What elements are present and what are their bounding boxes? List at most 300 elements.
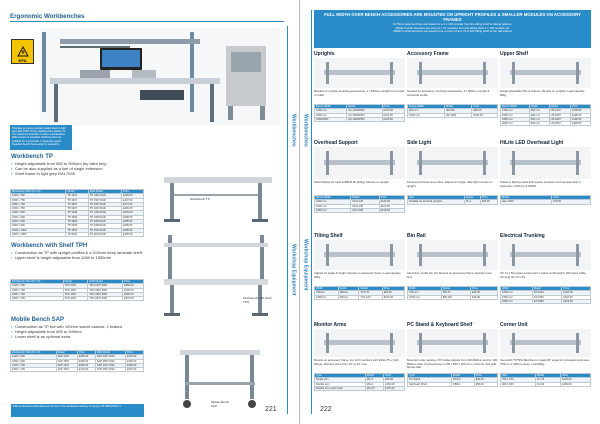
sap-price-table <box>10 350 144 372</box>
product-corner-unit <box>500 322 591 406</box>
product-description: Steel bracket for tools & 888-B-30 (40kg). Mounts on upright. <box>314 180 390 184</box>
table-cell: TP 1807 ESD <box>88 202 121 206</box>
product-title: Monitor Arms <box>314 322 347 328</box>
footer-note-text: ESD protected workbenches are for use in the workplace industry & comply with BS61340-5-1 <box>13 405 121 408</box>
table-cell: £35.00 <box>480 200 497 204</box>
table-header-cell: Price <box>123 280 144 284</box>
table-cell: £115.00 <box>382 113 404 117</box>
table-header-cell: Model <box>464 196 480 200</box>
table-cell: £295.00 <box>77 355 95 359</box>
table-cell: 300 mm <box>529 113 549 117</box>
table-cell: 1200 mm <box>315 200 351 204</box>
table-cell: TP 1509 ESD <box>88 215 121 219</box>
table-row <box>315 386 405 390</box>
product-description: Adjusts for angle & height. Mounts on accessory frame. Load capacity 20kg. <box>314 271 401 279</box>
table-header-cell: Price <box>122 190 144 194</box>
product-tilting-shelf <box>314 233 405 319</box>
product-title: Side Light <box>407 140 432 146</box>
table-cell: £125.00 <box>382 117 404 121</box>
table-cell: £64.00 <box>382 291 404 295</box>
tp-table <box>10 189 144 237</box>
table-header-cell: Price <box>561 374 591 378</box>
esd-hand-icon <box>16 46 30 57</box>
table-row <box>315 295 405 299</box>
table-cell: 1500 mm <box>501 113 530 117</box>
product-image <box>314 58 405 88</box>
table-header-cell: Price <box>382 287 404 291</box>
table-cell: £100.00 <box>382 295 404 299</box>
left-tab-workbenches[interactable] <box>288 100 299 160</box>
product-title: Accessory Frame <box>407 51 449 57</box>
table-header-cell: Price <box>474 374 497 378</box>
product-title: Electrical Trunking <box>500 233 545 239</box>
table-cell: £237.00 <box>122 198 144 202</box>
table-cell: BR-100 <box>442 295 471 299</box>
table-header-cell: Model <box>501 196 552 200</box>
table-cell: ET-1200 <box>532 291 562 295</box>
left-tab-workbenches-label: Workbenches <box>290 113 297 147</box>
table-header-cell: Model <box>365 374 383 378</box>
product-description: UK 13 1 5G power socket with 1 mains on/off switch. 3M mains cable. UK plug UK 13 1 5G. <box>500 271 587 279</box>
table-cell: TPH 1807 <box>63 292 88 296</box>
table-cell: TP 1510 <box>66 228 89 232</box>
table-cell: £274.00 <box>122 202 144 206</box>
table-cell: £125.00 <box>472 113 498 117</box>
table-row <box>501 382 591 386</box>
table-cell: TP 1507 ESD <box>88 198 121 202</box>
table-cell: £305.00 <box>122 232 144 236</box>
left-tab-workshop-equipment-label: Workshop Equipment <box>290 244 297 296</box>
table-cell: 2000 x 750 <box>11 297 64 301</box>
table-cell: AR-1000 <box>444 113 471 117</box>
left-page-number: 221 <box>265 406 277 413</box>
tph-image-caption: Workbench with shelf TPH <box>243 296 272 304</box>
table-header-cell: Model <box>66 190 89 194</box>
product-description: Suited to lighting tasks that require precision such as assembly or inspection. 1000 lux & 6000K. <box>500 180 582 188</box>
table-cell: 1500 mm <box>315 204 351 208</box>
table-cell: 1000 mm <box>408 295 442 299</box>
section-title: Ergonomic Workbenches <box>10 13 85 20</box>
table-cell: TLS-100 <box>359 295 382 299</box>
table-cell: £315.00 <box>125 355 143 359</box>
product-image <box>500 329 591 357</box>
table-cell: SAP 1507 ESD <box>95 359 125 363</box>
esd-badge <box>11 39 34 64</box>
table-row <box>408 113 498 117</box>
bullet-item: • Shelf frame in light grey RAL7035 <box>11 171 151 176</box>
table-header-cell: Depth <box>338 287 359 291</box>
sap-title: Mobile Bench SAP <box>11 317 65 323</box>
table-cell: 1200 x 900 <box>11 211 66 215</box>
table-cell: £26.00 <box>471 295 498 299</box>
table-cell: HLL-1000 <box>501 200 552 204</box>
table-cell: US-1207 <box>549 109 570 113</box>
table-cell: SAP 1207 ESD <box>95 355 125 359</box>
right-edge-line <box>311 10 312 414</box>
table-cell: 1800 x 750 <box>11 202 66 206</box>
product-price-table <box>407 195 498 205</box>
table-header-cell: Model <box>535 374 560 378</box>
table-cell: 1800 mm <box>501 299 533 303</box>
product-title: Bin Rail <box>407 233 426 239</box>
table-cell: £670.00 <box>123 297 144 301</box>
table-cell: £296.00 <box>122 224 144 228</box>
table-cell: £253.00 <box>122 211 144 215</box>
table-cell: 1500 x 750 <box>11 198 66 202</box>
table-header-cell: Price <box>382 105 404 109</box>
table-cell: TPH 1807 ESD <box>88 292 123 296</box>
table-cell: £145.00 <box>561 378 591 382</box>
table-row <box>11 232 144 236</box>
table-cell: SL-1 <box>464 200 480 204</box>
table-row <box>11 297 144 301</box>
tp-image-caption: Workbench TP <box>190 197 210 201</box>
tp-bullets <box>11 161 151 176</box>
product-description: Mounts on accessory frame. For LCD monitors with VESA 75 or 100 fittings. Monitors sizes from 15" to 24" max. <box>314 358 399 366</box>
table-cell: 1200 mm <box>501 291 533 295</box>
table-cell: TPH 2007 <box>63 297 88 301</box>
table-cell: £70.00 <box>552 200 591 204</box>
table-cell: £138.00 <box>570 117 590 121</box>
right-page <box>300 0 600 424</box>
right-tab-workbenches[interactable] <box>300 100 311 160</box>
footer-note <box>11 404 144 417</box>
banner-line: 1075mm wide benches are based on a 1 x 100 module from the tilting shelf or lateral options. <box>392 22 513 26</box>
table-row <box>408 382 498 386</box>
product-title: PC Stand & Keyboard Shelf <box>407 322 473 328</box>
table-cell: 2000 x 750 <box>11 207 66 211</box>
table-cell: SAP 1207 <box>56 355 77 359</box>
table-cell: ET-1800 <box>532 299 562 303</box>
table-cell: £110.00 <box>379 204 404 208</box>
table-header-cell: Bench Width <box>315 196 351 200</box>
product-price-table <box>500 373 591 387</box>
table-cell: CU-90 <box>535 382 560 386</box>
table-cell: 300 mm <box>529 109 549 113</box>
table-cell: £258.00 <box>122 215 144 219</box>
table-header-cell: Model <box>452 374 475 378</box>
table-row <box>501 200 591 204</box>
table-header-cell: Bench Width <box>501 105 530 109</box>
table-cell: TP 1207 ESD <box>88 194 121 198</box>
product-accessory-frame <box>407 51 498 137</box>
table-header-cell: Price <box>480 196 497 200</box>
banner-line: 1800mm wide benches can accept one of each of any 70 & 100 tilting shelf or bin rail options <box>393 29 512 34</box>
table-cell: TP 1509 <box>66 215 89 219</box>
product-description: Aluminium profile bin rail. Mounts on accessory frame. Accepts most bins. <box>407 271 492 279</box>
table-row <box>501 299 591 303</box>
table-cell: TP 2009 <box>66 224 89 228</box>
table-cell: SAP 1207 ESD <box>95 363 125 367</box>
table-cell: 360mm <box>338 291 359 295</box>
product-description: Mounted under worktop. PC holder adjusts from 190-800mm and for 130-650mm wide. Keyboard tray is 200 x 500 x 110mm in columns. Suit Half Mouse Mat. <box>407 358 498 369</box>
table-header-cell: Price <box>379 196 404 200</box>
table-cell: 1200 x 750 <box>11 194 66 198</box>
table-cell: 360mm <box>338 295 359 299</box>
table-row <box>501 122 591 126</box>
table-cell: TP 2010 <box>66 232 89 236</box>
table-cell: £150.00 <box>384 382 405 386</box>
banner-lines <box>318 23 587 34</box>
table-header-cell: Bench Width <box>315 105 347 109</box>
table-cell: TP 2007 ESD <box>88 207 121 211</box>
table-cell: SAP 1507 <box>56 359 77 363</box>
right-tab-workshop-equipment-label: Workshop Equipment <box>302 239 309 291</box>
table-cell: SAP 1207 <box>56 363 77 367</box>
bullet-item: • Height adjustable from 650 to 900mm (by allen key) <box>11 161 151 166</box>
table-cell: AU-1200/PRO <box>347 109 382 113</box>
table-header-cell: Width <box>315 287 339 291</box>
product-title: Upper Shelf <box>500 51 529 57</box>
table-cell: £665.00 <box>123 292 144 296</box>
product-price-table <box>500 195 591 205</box>
product-upper-shelf <box>500 51 591 137</box>
table-header-cell: Price <box>77 351 95 355</box>
bullet-item: • Construction as TP with upright profiles & a 310mm deep laminate shelf <box>11 250 151 255</box>
banner <box>314 10 591 48</box>
table-header-cell: Price <box>384 374 405 378</box>
table-cell: 1000 mm <box>408 113 445 117</box>
product-price-table <box>407 104 498 118</box>
banner-line: 1500mm wide benches are using 2 x 70 modules from the tilting shelf 1 x 100 module etc. <box>395 25 510 30</box>
product-price-table <box>314 286 405 300</box>
table-cell: AR-500 <box>444 109 471 113</box>
table-cell: Double arm <box>315 382 366 386</box>
table-header-cell: Price <box>552 196 591 200</box>
table-header-cell: ESD Model <box>88 190 121 194</box>
tph-table <box>10 279 144 301</box>
table-cell: TP 1809 ESD <box>88 220 121 224</box>
product-description: Needed for accessory mounting accessories. 1 x 500mm upright & horizontal profile. <box>407 89 490 97</box>
table-cell: US-1807 <box>549 117 570 121</box>
table-cell: £235.00 <box>122 194 144 198</box>
table-cell: OHS-120 <box>351 200 379 204</box>
sap-image <box>150 320 284 415</box>
table-cell: £128.00 <box>570 113 590 117</box>
table-cell: AU-1800/PRO <box>347 117 382 121</box>
table-cell: £329.00 <box>125 363 143 367</box>
product-image <box>407 147 498 179</box>
table-cell: 700 mm <box>408 291 442 295</box>
table-cell: 1500 mm <box>315 113 347 117</box>
tph-bullets <box>11 250 151 260</box>
table-cell: TP 1209 <box>66 211 89 215</box>
left-tab-workshop-equipment[interactable] <box>288 220 299 320</box>
table-cell: £80.00 <box>384 378 405 382</box>
table-cell: AU-1500/PRO <box>347 113 382 117</box>
table-cell: 1500 mm <box>501 295 533 299</box>
product-price-table <box>314 195 405 213</box>
table-cell: 1500 x 900 <box>11 215 66 219</box>
product-pc-stand-keyboard-shelf <box>407 322 498 406</box>
table-cell: £60.00 <box>474 378 497 382</box>
product-price-table <box>500 286 591 304</box>
table-row <box>315 117 405 121</box>
table-header-cell: ESD Model <box>88 280 123 284</box>
table-cell: £20.00 <box>471 291 498 295</box>
table-cell: £325.00 <box>125 359 143 363</box>
product-image <box>314 240 405 270</box>
bullet-item: • Lower shelf is an optional extra <box>11 334 151 339</box>
table-row <box>315 208 405 212</box>
table-cell: SAP 1507 <box>56 368 77 372</box>
table-cell: 700mm <box>315 291 339 295</box>
table-header-cell: Model <box>351 196 379 200</box>
table-cell: £85.00 <box>472 109 498 113</box>
table-cell: 2000 mm <box>501 122 530 126</box>
sap-image-caption: Mobile Bench SAP <box>211 400 230 408</box>
table-cell: 1800 mm <box>501 117 530 121</box>
table-cell: £120.00 <box>562 299 591 303</box>
table-row <box>11 368 144 372</box>
table-cell: TPH 1507 <box>63 288 88 292</box>
table-header-cell: Width <box>501 287 533 291</box>
table-row <box>408 200 498 204</box>
table-cell: 1500 x 750 <box>11 368 57 372</box>
table-cell: 1800/2000 <box>315 117 347 121</box>
table-header-cell: Model <box>359 287 382 291</box>
tp-price-table <box>10 189 144 237</box>
table-header-cell: Workbench Size (W x D) <box>11 351 57 355</box>
table-cell: £580.00 <box>123 284 144 288</box>
table-cell: TPH 1507 ESD <box>88 288 123 292</box>
product-image <box>500 58 591 88</box>
table-cell: 1200 mm <box>315 109 347 113</box>
product-image <box>314 329 405 357</box>
table-cell: TP 1209 ESD <box>88 211 121 215</box>
table-cell: MA-1 <box>365 378 383 382</box>
table-cell: £305.00 <box>77 359 95 363</box>
table-row <box>408 295 498 299</box>
table-header-cell: Model <box>63 280 88 284</box>
table-cell: US-1507 <box>549 113 570 117</box>
table-header-cell: Size <box>408 196 465 200</box>
table-cell: CU-75 <box>535 378 560 382</box>
table-cell: 1800 mm <box>315 208 351 212</box>
right-page-number: 222 <box>320 406 332 413</box>
table-cell: £170.00 <box>384 386 405 390</box>
table-cell: TP 1809 <box>66 220 89 224</box>
table-cell: £108.00 <box>570 109 590 113</box>
table-cell: KBS-1 <box>452 382 475 386</box>
product-title: Uprights <box>314 51 335 57</box>
table-cell: TP 1207 <box>66 194 89 198</box>
table-header-cell: Type <box>315 374 366 378</box>
product-price-table <box>500 104 591 126</box>
table-cell: TP 1507 <box>66 198 89 202</box>
table-cell: TPH 1207 ESD <box>88 284 123 288</box>
table-header-cell: Price <box>570 105 590 109</box>
table-cell: 1200 x 750 <box>11 284 64 288</box>
product-monitor-arms <box>314 322 405 406</box>
table-cell: TP 2010 ESD <box>88 232 121 236</box>
table-cell: 1800 x 900 <box>11 220 66 224</box>
table-cell: OHS-180 <box>351 208 379 212</box>
tp-image <box>150 149 284 228</box>
table-header-cell: Price <box>471 287 498 291</box>
product-title: Overhead Support <box>314 140 358 146</box>
tph-image <box>150 229 284 321</box>
table-header-cell: Model <box>347 105 382 109</box>
product-price-table <box>314 373 405 391</box>
table-header-cell: Size <box>501 374 536 378</box>
esd-badge-label: EPA <box>18 58 27 63</box>
bullet-item: • Height adjustable from 690 to 940mm <box>11 329 151 334</box>
table-header-cell: ESD Model <box>95 351 125 355</box>
table-cell: Keyboard Shelf <box>408 382 452 386</box>
product-overhead-support <box>314 140 405 230</box>
product-image <box>407 58 498 88</box>
table-cell: 900 x 900 <box>501 382 536 386</box>
table-cell: £700.00 <box>123 288 144 292</box>
right-tab-workbenches-label: Workbenches <box>302 113 309 147</box>
table-cell: TP 2007 <box>66 207 89 211</box>
table-header-cell: Model <box>442 287 471 291</box>
table-cell: 500 mm <box>408 109 445 113</box>
bullet-item: • Can be also supplied as a line of single extension <box>11 166 151 171</box>
table-cell: OHS-150 <box>351 204 379 208</box>
table-cell: £280.00 <box>122 228 144 232</box>
table-cell: 1200 x 750 <box>11 363 57 367</box>
table-header-cell: Model <box>444 105 471 109</box>
product-title: Tilting Shelf <box>314 233 343 239</box>
table-cell: ET-1500 <box>532 295 562 299</box>
table-header-cell: Price <box>125 351 143 355</box>
tp-title: Workbench TP <box>11 154 53 160</box>
table-cell: £148.00 <box>570 122 590 126</box>
table-cell: 2000 x 900 <box>11 224 66 228</box>
table-cell: TLS-70 <box>359 291 382 295</box>
product-description: Used with TP/TPH Benches to create 90° angle for increased work area. 750mm or 900mm deep. Load 80kg. <box>500 358 590 366</box>
table-cell: 1500 x 600 <box>11 359 57 363</box>
table-cell: BR-70 <box>442 291 471 295</box>
tph-price-table <box>10 279 144 301</box>
table-cell: £100.00 <box>382 109 404 113</box>
product-description: Needed for upright mounting accessories. 1 x 660mm upright for rod and 4 profile <box>314 89 405 97</box>
table-cell: £110.00 <box>562 295 591 299</box>
table-cell: TPH 2007 ESD <box>88 297 123 301</box>
product-image <box>500 147 591 179</box>
table-header-cell: Depth <box>529 105 549 109</box>
table-cell: TP 1807 <box>66 202 89 206</box>
table-cell: MA-2X <box>365 386 383 390</box>
table-header-cell: Price <box>472 105 498 109</box>
bullet-item: • Upper shelf is height adjustable from 1080 to 1550mm <box>11 255 151 260</box>
esd-note-text: Provides an epoxy-powder-coated steel in light grey RAL7035. These workbenches deliver 25 mm melamine laminate or when a workstation ESD version is specified, ESD benches are outfitted for a protective 1 mega-ohm earth. Supplied bench frame-work for assembly. <box>12 126 66 146</box>
table-cell: US-2007 <box>549 122 570 126</box>
product-electrical-trunking <box>500 233 591 319</box>
table-cell: 1200 x 600 <box>11 355 57 359</box>
table-cell: £285.00 <box>122 220 144 224</box>
product-image <box>407 329 498 357</box>
product-price-table <box>314 104 405 122</box>
table-cell: PC Stand <box>408 378 452 382</box>
table-header-cell: Type <box>408 374 452 378</box>
product-uprights <box>314 51 405 137</box>
product-title: Corner Unit <box>500 322 528 328</box>
table-header-cell: Workbench Size (W x D) <box>11 280 64 284</box>
sap-bullets <box>11 324 151 339</box>
table-cell: £100.00 <box>379 200 404 204</box>
product-description: Height adjustable 25mm shelves. Mounts on uprights. Load capacity 50kg. <box>500 89 585 97</box>
table-cell: £118.00 <box>379 208 404 212</box>
table-cell: 1200 mm <box>501 109 530 113</box>
hero-workbench-image <box>40 28 280 125</box>
section-title-rule <box>10 21 284 22</box>
product-image <box>500 240 591 270</box>
table-cell: 1000mm <box>315 295 339 299</box>
right-tab-workshop-equipment[interactable] <box>300 210 311 320</box>
